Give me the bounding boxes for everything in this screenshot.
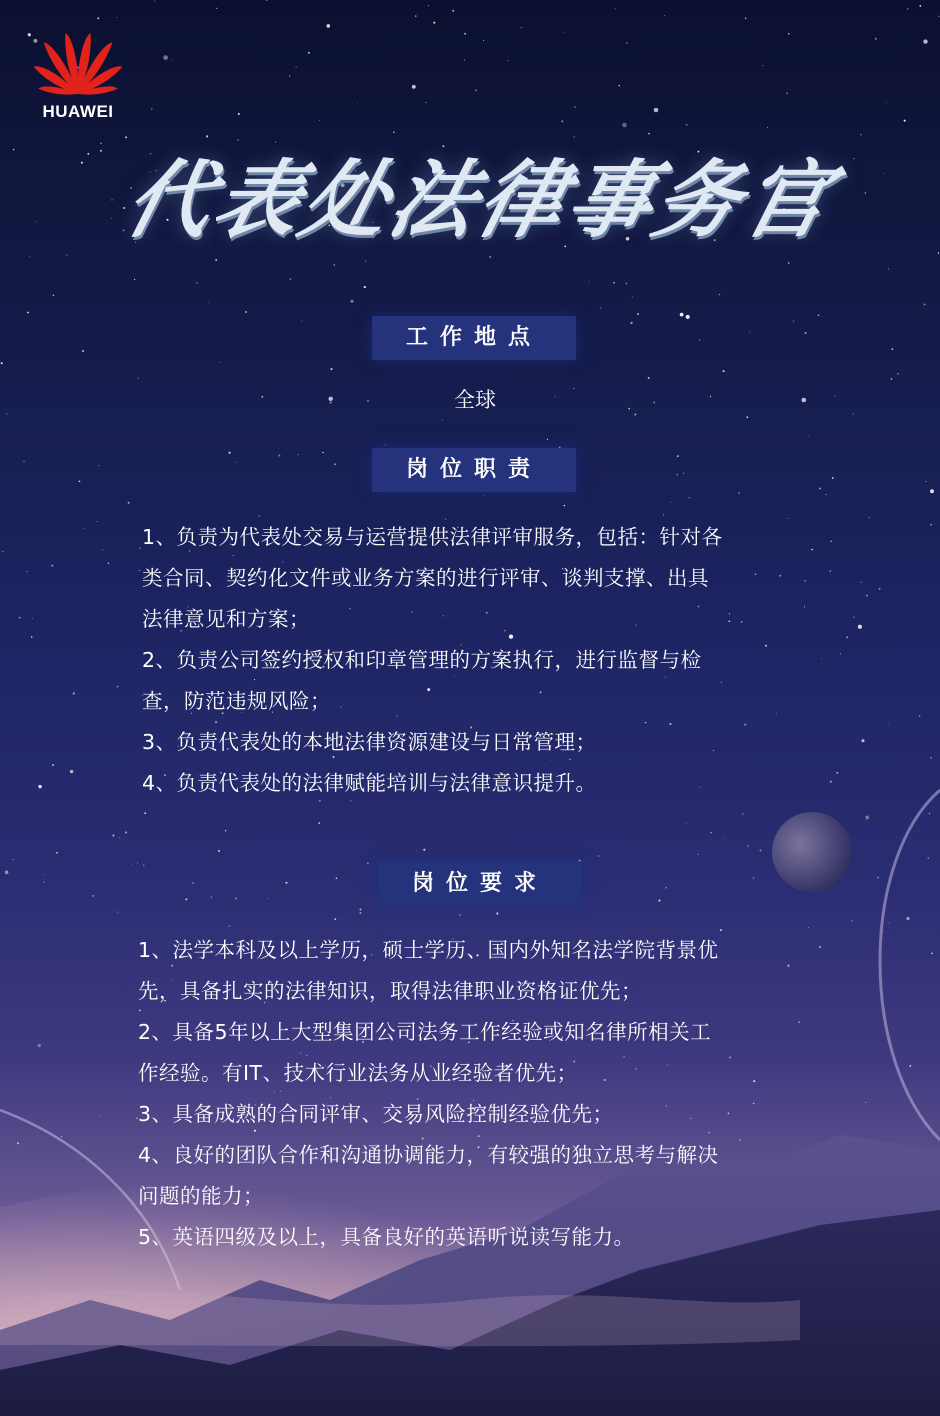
requirement-line: 1、法学本科及以上学历，硕士学历、国内外知名法学院背景优 xyxy=(138,938,719,962)
huawei-logo xyxy=(28,26,128,126)
duty-line: 2、负责公司签约授权和印章管理的方案执行，进行监督与检 xyxy=(142,648,702,672)
duties-section-label: 岗位职责 xyxy=(372,448,576,492)
logo-wordmark: HUAWEI xyxy=(42,102,114,121)
requirement-line: 问题的能力； xyxy=(138,1184,264,1208)
requirements-section-label: 岗位要求 xyxy=(378,862,582,906)
requirement-line: 2、具备5年以上大型集团公司法务工作经验或知名律所相关工 xyxy=(138,1020,712,1044)
small-moon xyxy=(772,812,852,892)
requirement-line: 先，具备扎实的法律知识，取得法律职业资格证优先； xyxy=(138,979,642,1003)
duty-line: 3、负责代表处的本地法律资源建设与日常管理； xyxy=(142,730,597,754)
duty-line: 法律意见和方案； xyxy=(142,607,310,631)
duty-line: 1、负责为代表处交易与运营提供法律评审服务，包括：针对各 xyxy=(142,525,723,549)
planet-arc-right xyxy=(880,790,940,1140)
huawei-petals-icon xyxy=(34,26,122,98)
requirement-line: 作经验。有IT、技术行业法务从业经验者优先； xyxy=(138,1061,578,1085)
requirement-line: 5、英语四级及以上，具备良好的英语听说读写能力。 xyxy=(138,1225,635,1249)
page-title: 代表处法律事务官 xyxy=(115,151,845,249)
duty-line: 类合同、契约化文件或业务方案的进行评审、谈判支撑、出具 xyxy=(142,566,709,590)
requirement-line: 4、良好的团队合作和沟通协调能力，有较强的独立思考与解决 xyxy=(138,1143,719,1167)
requirement-line: 3、具备成熟的合同评审、交易风险控制经验优先； xyxy=(138,1102,614,1126)
location-value: 全球 xyxy=(454,388,496,412)
duty-line: 查，防范违规风险； xyxy=(142,689,331,713)
location-section-label: 工作地点 xyxy=(372,316,576,360)
duty-line: 4、负责代表处的法律赋能培训与法律意识提升。 xyxy=(142,771,597,795)
